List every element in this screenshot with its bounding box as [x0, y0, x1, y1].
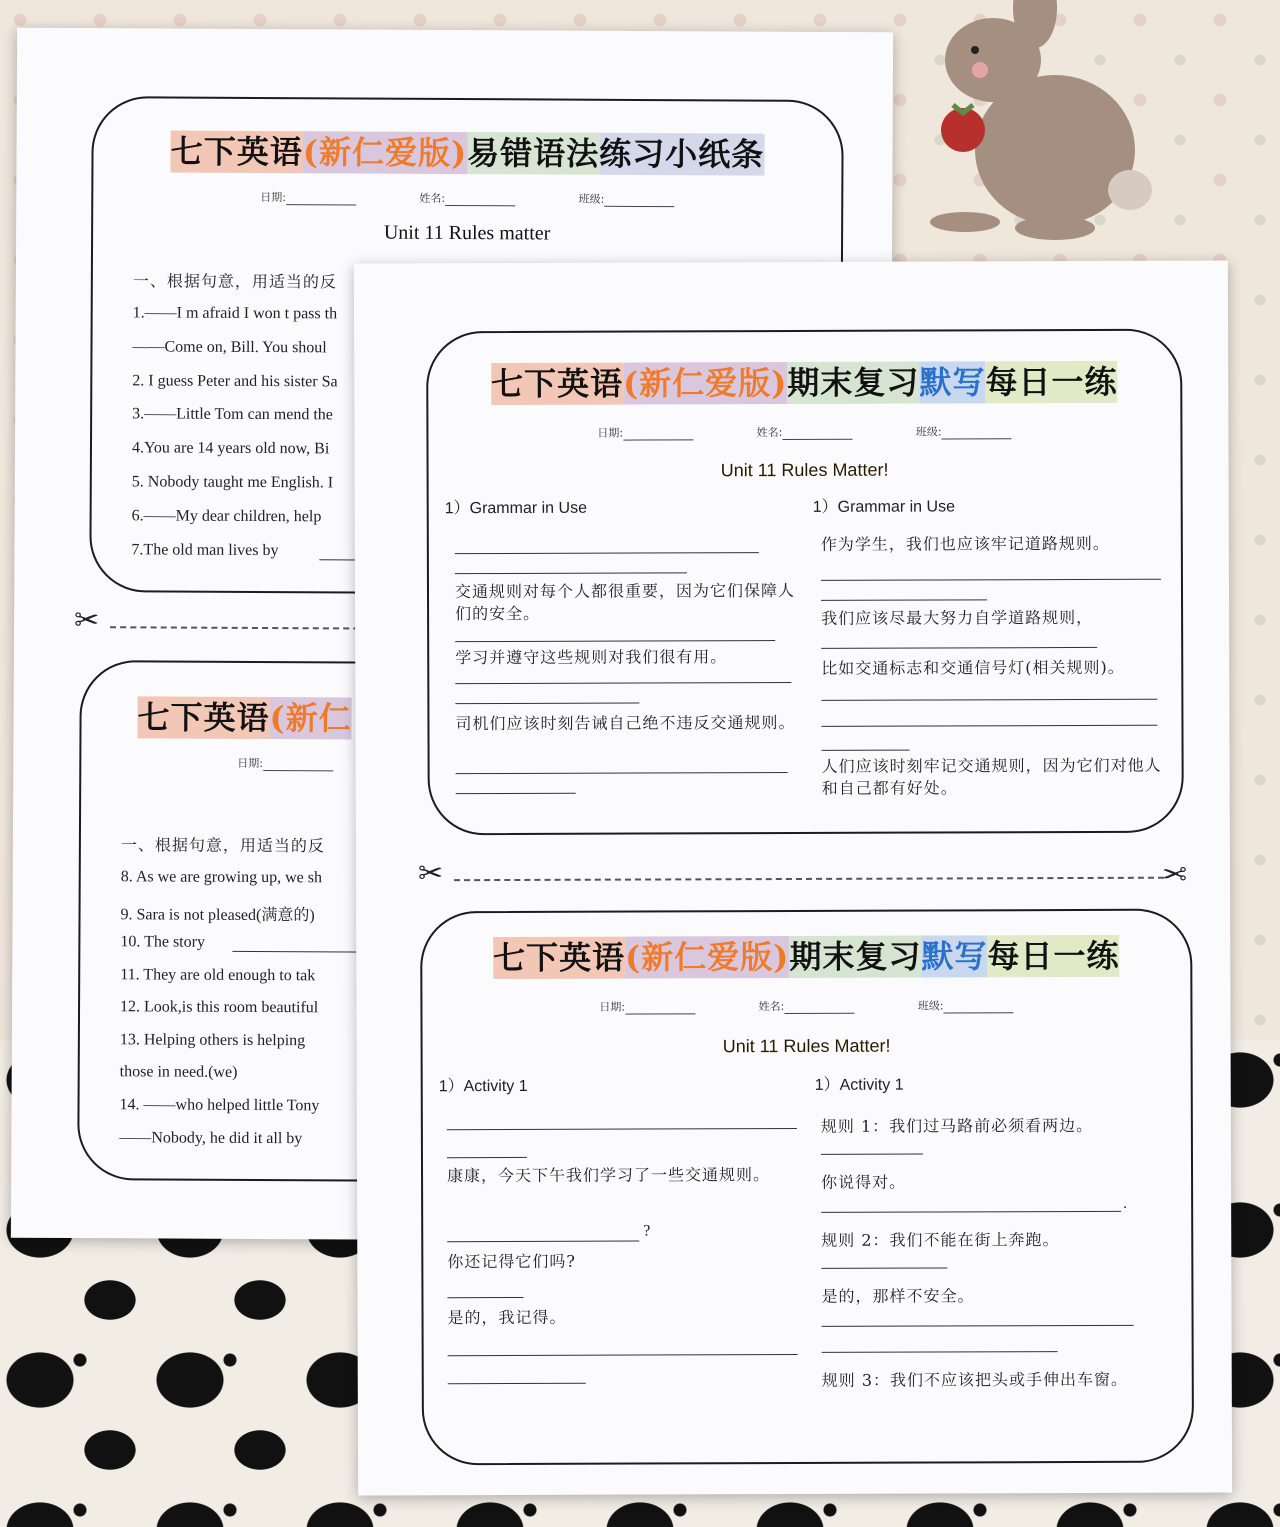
front-worksheet [354, 260, 1232, 1495]
title-part: 七下英语 [170, 132, 303, 172]
answer-blank[interactable] [456, 772, 788, 774]
exercise-item: 1.——I m afraid I won t pass th [132, 304, 338, 323]
class-label: 班级: [578, 192, 605, 206]
prompt-line: 是的，我记得。 [447, 1307, 567, 1328]
prompt-line: 我们应该尽最大努力自学道路规则， [821, 607, 1094, 628]
date-label: 日期: [237, 756, 264, 771]
title-part: (新仁 [269, 699, 352, 738]
title-part: (新仁爱版) [302, 133, 468, 173]
prompt-line: 是的，那样不安全。 [821, 1286, 975, 1306]
name-label: 姓名: [756, 426, 783, 440]
front-bottom-meta [422, 997, 1190, 1016]
right-section-heading: 1）Grammar in Use [812, 498, 956, 516]
front-bottom-card [420, 909, 1194, 1466]
period-mark: . [1123, 1194, 1128, 1212]
answer-blank[interactable] [822, 1351, 1058, 1353]
date-label: 日期: [599, 1000, 626, 1014]
exercise-item: those in need.(we) [119, 1063, 238, 1081]
answer-blank[interactable] [447, 1157, 527, 1158]
scissors-icon: ✂ [417, 856, 444, 892]
name-label: 姓名: [758, 1000, 785, 1014]
title-part: 期末复习 [787, 363, 920, 403]
answer-blank[interactable] [447, 1241, 639, 1243]
date-label: 日期: [597, 426, 624, 440]
front-bottom-title [422, 931, 1190, 980]
date-blank[interactable] [625, 1003, 695, 1014]
right-section-heading: 1）Activity 1 [814, 1076, 904, 1094]
answer-blank[interactable] [821, 1211, 1121, 1213]
scissors-icon: ✂ [1161, 857, 1188, 893]
date-blank[interactable] [263, 760, 333, 771]
title-part: 默写 [919, 363, 986, 402]
left-section-heading: 1）Activity 1 [438, 1077, 528, 1096]
answer-blank[interactable] [232, 951, 372, 953]
date-label: 日期: [260, 190, 286, 205]
answer-blank[interactable] [455, 682, 791, 684]
prompt-line: 规则 3：我们不应该把头或手伸出车窗。 [821, 1369, 1129, 1390]
date-blank[interactable] [286, 194, 356, 205]
title-part: 七下英语 [491, 364, 624, 404]
prompt-line: 比如交通标志和交通信号灯(相关规则)。 [821, 657, 1125, 678]
exercise-item: ——Nobody, he did it all by [119, 1129, 303, 1148]
exercise-item: 3.——Little Tom can mend the [132, 405, 333, 424]
answer-blank[interactable] [821, 579, 1161, 581]
answer-blank[interactable] [821, 647, 1097, 649]
name-blank[interactable] [784, 1003, 854, 1014]
date-blank[interactable] [623, 429, 693, 440]
front-bottom-unit: Unit 11 Rules Matter! [722, 1035, 891, 1057]
prompt-line: 你还记得它们吗? [447, 1251, 576, 1272]
title-part: 每日一练 [987, 936, 1120, 976]
answer-blank[interactable] [455, 703, 639, 705]
front-top-title [428, 357, 1180, 406]
prompt-line: 交通规则对每个人都很重要，因为它们保障人们的安全。 [454, 580, 796, 624]
prompt-line: 人们应该时刻牢记交通规则，因为它们对他人和自己都有好处。 [821, 755, 1162, 798]
answer-blank[interactable] [821, 1154, 923, 1155]
front-top-card [426, 329, 1184, 836]
answer-blank[interactable] [821, 725, 1157, 727]
exercise-item: 13. Helping others is helping [119, 1031, 306, 1050]
back-top-instruction: 一、根据句意，用适当的反 [132, 271, 337, 292]
title-part: 默写 [921, 937, 988, 976]
exercise-item: 6.——My dear children, help [131, 507, 322, 526]
exercise-item: 7.The old man lives by [131, 541, 279, 560]
prompt-line: 司机们应该时刻告诫自己绝不违反交通规则。 [455, 712, 796, 734]
exercise-item: 8. As we are growing up, we sh [120, 868, 323, 887]
class-blank[interactable] [604, 196, 674, 207]
title-part: 练习小纸条 [599, 134, 765, 174]
front-top-unit: Unit 11 Rules Matter! [720, 459, 889, 481]
answer-blank[interactable] [456, 793, 576, 794]
prompt-line: 作为学生，我们也应该牢记道路规则。 [820, 533, 1110, 554]
back-top-title [93, 126, 841, 176]
name-label: 姓名: [419, 191, 446, 205]
title-part: 期末复习 [789, 937, 922, 977]
answer-blank[interactable] [455, 552, 759, 554]
answer-blank[interactable] [822, 1325, 1134, 1327]
answer-blank[interactable] [821, 1267, 947, 1268]
name-blank[interactable] [782, 429, 852, 440]
answer-blank[interactable] [822, 750, 910, 751]
back-bottom-instruction: 一、根据句意，用适当的反 [120, 835, 325, 856]
prompt-line: 规则 2：我们不能在街上奔跑。 [821, 1230, 1060, 1250]
exercise-item: 5. Nobody taught me English. I [131, 473, 334, 492]
prompt-line: 康康，今天下午我们学习了一些交通规则。 [447, 1165, 771, 1186]
answer-blank[interactable] [448, 1383, 586, 1384]
answer-blank[interactable] [821, 599, 987, 601]
exercise-item: 12. Look,is this room beautiful [120, 998, 319, 1017]
title-part: 每日一练 [985, 362, 1118, 402]
back-top-unit: Unit 11 Rules matter [383, 221, 551, 245]
prompt-line: 规则 1：我们过马路前必须看两边。 [820, 1115, 1094, 1136]
title-part: (新仁爱版) [623, 364, 788, 403]
class-blank[interactable] [944, 1002, 1014, 1013]
class-blank[interactable] [942, 428, 1012, 439]
exercise-item: 2. I guess Peter and his sister Sa [132, 372, 338, 391]
exercise-item: 14. ——who helped little Tony [119, 1096, 320, 1115]
answer-blank[interactable] [455, 572, 687, 574]
answer-blank[interactable] [821, 699, 1157, 701]
bunny-illustration [905, 0, 1165, 250]
name-blank[interactable] [445, 195, 515, 206]
exercise-item: 10. The story [120, 933, 206, 951]
exercise-item: 9. Sara is not pleased(满意的) [120, 906, 315, 925]
title-part: 七下英语 [137, 698, 270, 738]
answer-blank[interactable] [447, 1297, 523, 1298]
cut-line [454, 877, 1164, 881]
question-mark: ? [643, 1222, 651, 1240]
title-part: 易错语法 [467, 134, 600, 173]
answer-blank[interactable] [447, 1128, 797, 1130]
scissors-icon: ✂ [73, 603, 100, 639]
title-part: (新仁爱版) [625, 938, 790, 977]
left-section-heading: 1）Grammar in Use [444, 499, 588, 518]
answer-blank[interactable] [448, 1354, 798, 1356]
class-label: 班级: [915, 425, 942, 439]
class-label: 班级: [917, 999, 944, 1013]
prompt-line: 学习并遵守这些规则对我们很有用。 [455, 647, 728, 668]
exercise-item: 4.You are 14 years old now, Bi [131, 439, 330, 458]
title-part: 七下英语 [493, 938, 626, 978]
answer-blank[interactable] [455, 640, 775, 642]
exercise-item: ——Come on, Bill. You shoul [132, 338, 327, 357]
exercise-item: 11. They are old enough to tak [120, 966, 316, 985]
prompt-line: 你说得对。 [821, 1172, 907, 1192]
back-top-meta [93, 188, 841, 208]
front-top-meta [428, 423, 1180, 442]
